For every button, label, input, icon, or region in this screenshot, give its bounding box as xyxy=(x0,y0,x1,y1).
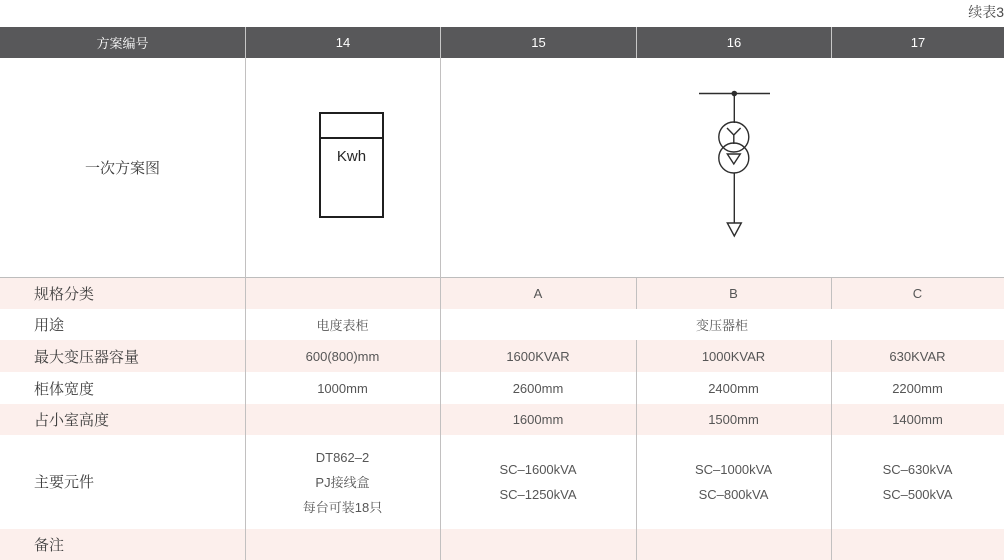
max-capacity-label: 最大变压器容量 xyxy=(34,348,140,366)
column-divider xyxy=(636,340,637,560)
component-line: DT862–2 xyxy=(315,449,370,465)
max-capacity-14: 600(800)mm xyxy=(305,348,380,364)
remarks-15 xyxy=(440,529,636,560)
component-line: PJ接线盒 xyxy=(315,474,370,490)
energy-meter-symbol xyxy=(319,112,384,218)
room-height-label: 占小室高度 xyxy=(34,412,110,429)
component-line: SC–800kVA xyxy=(698,487,769,502)
diagram-row-bottom-border xyxy=(0,277,1004,278)
usage-label: 用途 xyxy=(34,317,65,334)
column-divider xyxy=(440,58,441,560)
down-arrow-head xyxy=(727,223,741,236)
component-line: SC–630kVA xyxy=(882,462,953,477)
column-divider xyxy=(245,58,246,560)
spec-class-14 xyxy=(245,278,440,309)
main-components-16 xyxy=(636,435,831,529)
room-height-14 xyxy=(245,404,440,435)
spec-class-row xyxy=(0,278,1004,309)
cabinet-width-17: 2200mm xyxy=(892,380,943,396)
component-line: 每台可装18只 xyxy=(302,499,383,515)
main-components-row xyxy=(0,435,1004,529)
spec-class-15: A xyxy=(533,286,543,301)
column-divider xyxy=(831,340,832,560)
secondary-winding-circle xyxy=(719,143,749,173)
usage-14: 电度表柜 xyxy=(316,318,369,333)
room-height-16: 1500mm xyxy=(708,412,759,427)
header-col-17: 17 xyxy=(831,27,1004,58)
continuation-table-label: 续表3 xyxy=(968,4,1004,20)
cabinet-width-label: 柜体宽度 xyxy=(34,380,95,398)
meter-box-divider-line xyxy=(321,137,382,139)
table-header-row xyxy=(0,27,1004,58)
max-capacity-16: 1000KVAR xyxy=(701,348,766,364)
primary-scheme-diagram-row xyxy=(0,58,1004,277)
max-capacity-15: 1600KVAR xyxy=(506,348,570,364)
max-capacity-row xyxy=(0,340,1004,372)
column-divider xyxy=(831,278,832,309)
kwh-label: Kwh xyxy=(336,148,367,165)
usage-row xyxy=(0,309,1004,340)
wye-symbol xyxy=(727,128,741,144)
room-height-15: 1600mm xyxy=(512,412,564,427)
main-components-17 xyxy=(831,435,1004,529)
remarks-14 xyxy=(245,529,440,560)
main-components-15 xyxy=(440,435,636,529)
component-line: SC–500kVA xyxy=(882,487,953,502)
remarks-17 xyxy=(831,529,1004,560)
spec-class-17: C xyxy=(912,286,923,301)
main-components-label: 主要元件 xyxy=(34,473,95,491)
remarks-row xyxy=(0,529,1004,560)
header-col-14: 14 xyxy=(245,27,440,58)
component-line: SC–1600kVA xyxy=(499,462,577,477)
header-col-16: 16 xyxy=(636,27,831,58)
header-col-15: 15 xyxy=(440,27,636,58)
remarks-label: 备注 xyxy=(34,537,65,554)
delta-symbol xyxy=(727,154,740,164)
room-height-17: 1400mm xyxy=(892,412,943,427)
usage-15-17: 变压器柜 xyxy=(695,318,748,333)
spec-class-label: 规格分类 xyxy=(34,286,95,303)
cabinet-width-16: 2400mm xyxy=(708,380,759,396)
spec-class-16: B xyxy=(729,286,738,301)
diagram-row-label: 一次方案图 xyxy=(84,160,160,177)
remarks-16 xyxy=(636,529,831,560)
room-height-row xyxy=(0,404,1004,435)
max-capacity-17: 630KVAR xyxy=(889,348,946,364)
column-divider xyxy=(636,278,637,309)
main-components-14 xyxy=(245,435,440,529)
cabinet-width-15: 2600mm xyxy=(512,380,564,396)
component-line: SC–1000kVA xyxy=(694,462,773,477)
transformer-schematic-icon xyxy=(695,85,775,240)
cabinet-width-row xyxy=(0,372,1004,404)
cabinet-width-14: 1000mm xyxy=(317,380,368,396)
header-scheme-number: 方案编号 xyxy=(96,36,149,51)
component-line: SC–1250kVA xyxy=(499,487,577,502)
